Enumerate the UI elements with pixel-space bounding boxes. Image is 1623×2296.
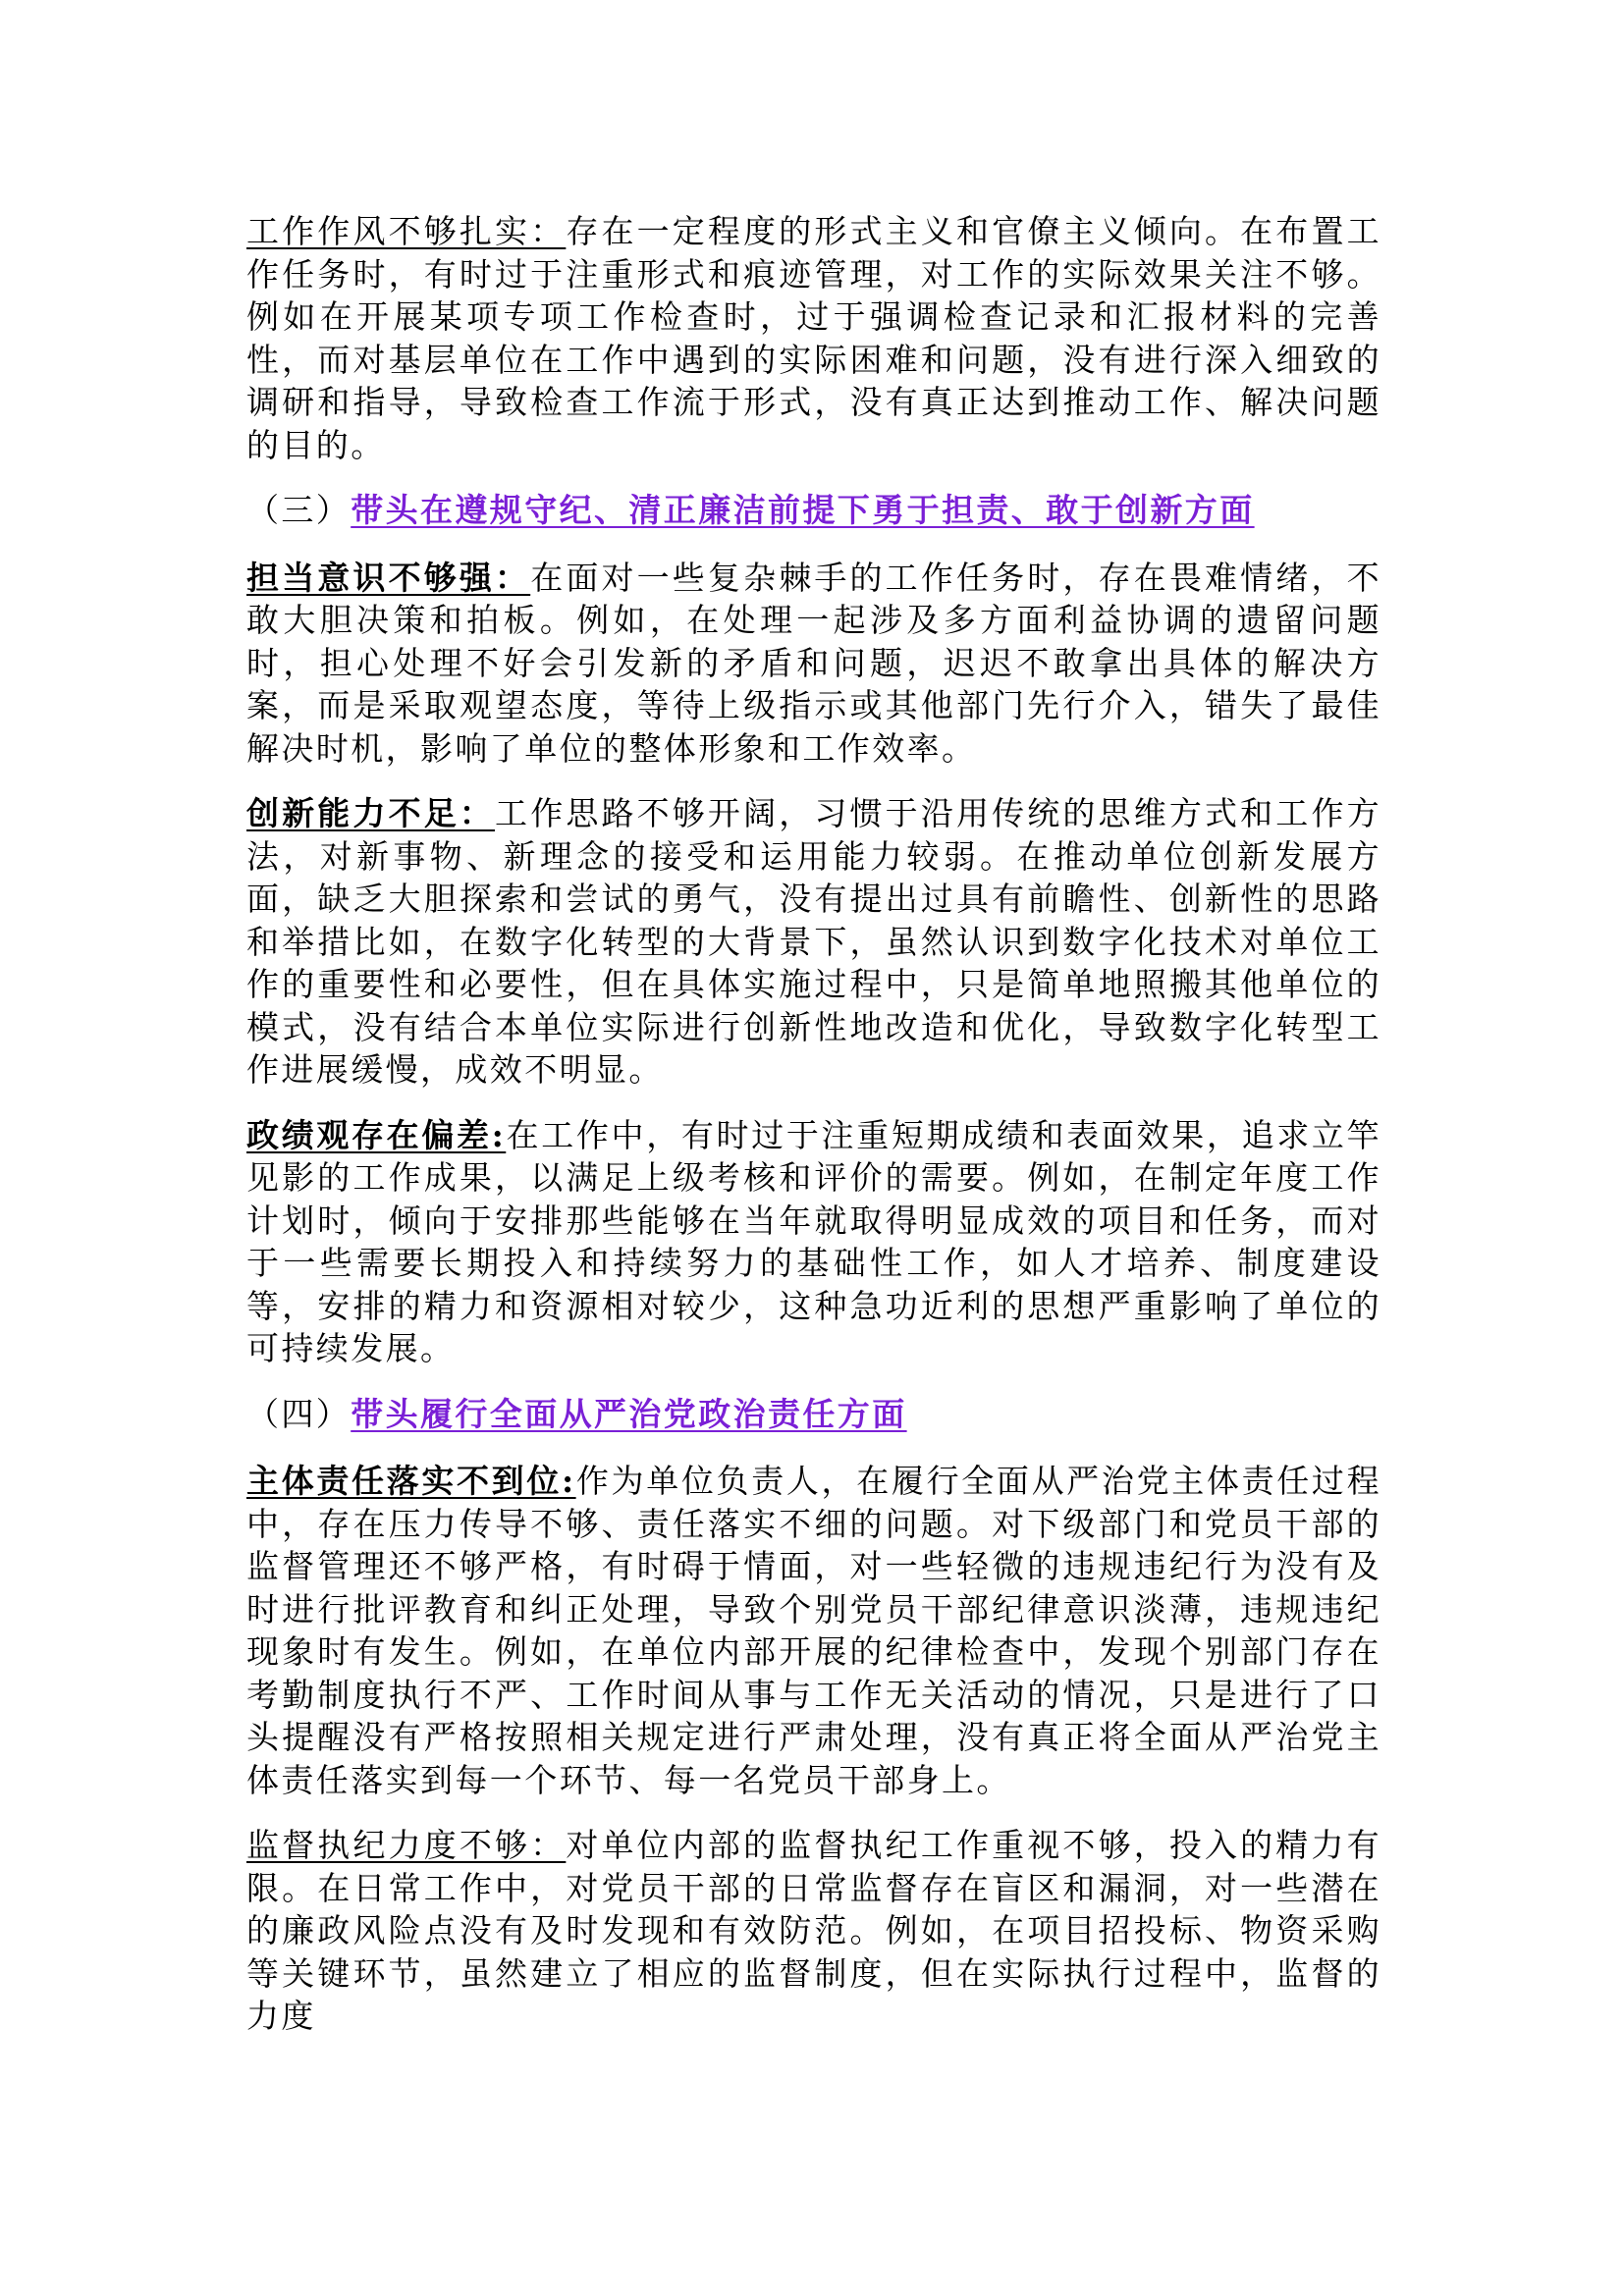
paragraph-lead: 主体责任落实不到位: bbox=[246, 1462, 576, 1500]
paragraph-text: 对单位内部的监督执纪工作重视不够，投入的精力有限。在日常工作中，对党员干部的日常监督存在盲区和漏洞，对一些潜在的廉政风险点没有及时发现和有效防范。例如，在项目招投标、物资采购等关键环节，虽然建立了相应的监督制度，但在实际执行过程中，监督的力度 bbox=[246, 1826, 1381, 2035]
paragraph-lead: 创新能力不足： bbox=[246, 794, 496, 832]
section-heading-3 bbox=[246, 489, 1381, 532]
document-page bbox=[246, 210, 1381, 2060]
paragraph-main-responsibility bbox=[246, 1460, 1381, 1801]
paragraph-text: 在工作中，有时过于注重短期成绩和表面效果，追求立竿见影的工作成果，以满足上级考核和评价的需要。例如，在制定年度工作计划时，倾向于安排那些能够在当年就取得明显成效的项目和任务，而对于一些需要长期投入和持续努力的基础性工作，如人才培养、制度建设等，安排的精力和资源相对较少，这种急功近利的思想严重影响了单位的可持续发展。 bbox=[246, 1115, 1381, 1367]
paragraph-lead: 担当意识不够强： bbox=[246, 558, 531, 597]
paragraph-text: 存在一定程度的形式主义和官僚主义倾向。在布置工作任务时，有时过于注重形式和痕迹管理，对工作的实际效果关注不够。例如在开展某项专项工作检查时，过于强调检查记录和汇报材料的完善性，而对基层单位在工作中遇到的实际困难和问题，没有进行深入细致的调研和指导，导致检查工作流于形式，没有真正达到推动工作、解决问题的目的。 bbox=[246, 212, 1381, 464]
paragraph-supervision bbox=[246, 1824, 1381, 2038]
section-number: （三） bbox=[246, 491, 352, 529]
paragraph-responsibility bbox=[246, 557, 1381, 771]
section-title-link[interactable]: 带头在遵规守纪、清正廉洁前提下勇于担责、敢于创新方面 bbox=[351, 491, 1255, 529]
paragraph-text: 工作思路不够开阔，习惯于沿用传统的思维方式和工作方法，对新事物、新理念的接受和运用能力较弱。在推动单位创新发展方面，缺乏大胆探索和尝试的勇气，没有提出过具有前瞻性、创新性的思路和举措比如，在数字化转型的大背景下，虽然认识到数字化技术对单位工作的重要性和必要性，但在具体实施过程中，只是简单地照搬其他单位的模式，没有结合本单位实际进行创新性地改造和优化，导致数字化转型工作进展缓慢，成效不明显。 bbox=[246, 794, 1381, 1089]
section-number: （四） bbox=[246, 1394, 352, 1433]
paragraph-performance-view bbox=[246, 1114, 1381, 1370]
paragraph-work-style bbox=[246, 210, 1381, 466]
paragraph-text: 在面对一些复杂棘手的工作任务时，存在畏难情绪，不敢大胆决策和拍板。例如，在处理一起涉及多方面利益协调的遗留问题时，担心处理不好会引发新的矛盾和问题，迟迟不敢拿出具体的解决方案，而是采取观望态度，等待上级指示或其他部门先行介入，错失了最佳解决时机，影响了单位的整体形象和工作效率。 bbox=[246, 558, 1381, 768]
paragraph-text: 作为单位负责人，在履行全面从严治党主体责任过程中，存在压力传导不够、责任落实不细的问题。对下级部门和党员干部的监督管理还不够严格，有时碍于情面，对一些轻微的违规违纪行为没有及时进行批评教育和纠正处理，导致个别党员干部纪律意识淡薄，违规违纪现象时有发生。例如，在单位内部开展的纪律检查中，发现个别部门存在考勤制度执行不严、工作时间从事与工作无关活动的情况，只是进行了口头提醒没有严格按照相关规定进行严肃处理，没有真正将全面从严治党主体责任落实到每一个环节、每一名党员干部身上。 bbox=[246, 1462, 1381, 1799]
paragraph-innovation bbox=[246, 792, 1381, 1092]
paragraph-lead: 监督执纪力度不够： bbox=[246, 1826, 567, 1864]
paragraph-lead: 工作作风不够扎实： bbox=[246, 212, 567, 250]
section-title-link[interactable]: 带头履行全面从严治党政治责任方面 bbox=[351, 1394, 907, 1433]
section-heading-4 bbox=[246, 1393, 1381, 1436]
paragraph-lead: 政绩观存在偏差: bbox=[246, 1115, 507, 1154]
